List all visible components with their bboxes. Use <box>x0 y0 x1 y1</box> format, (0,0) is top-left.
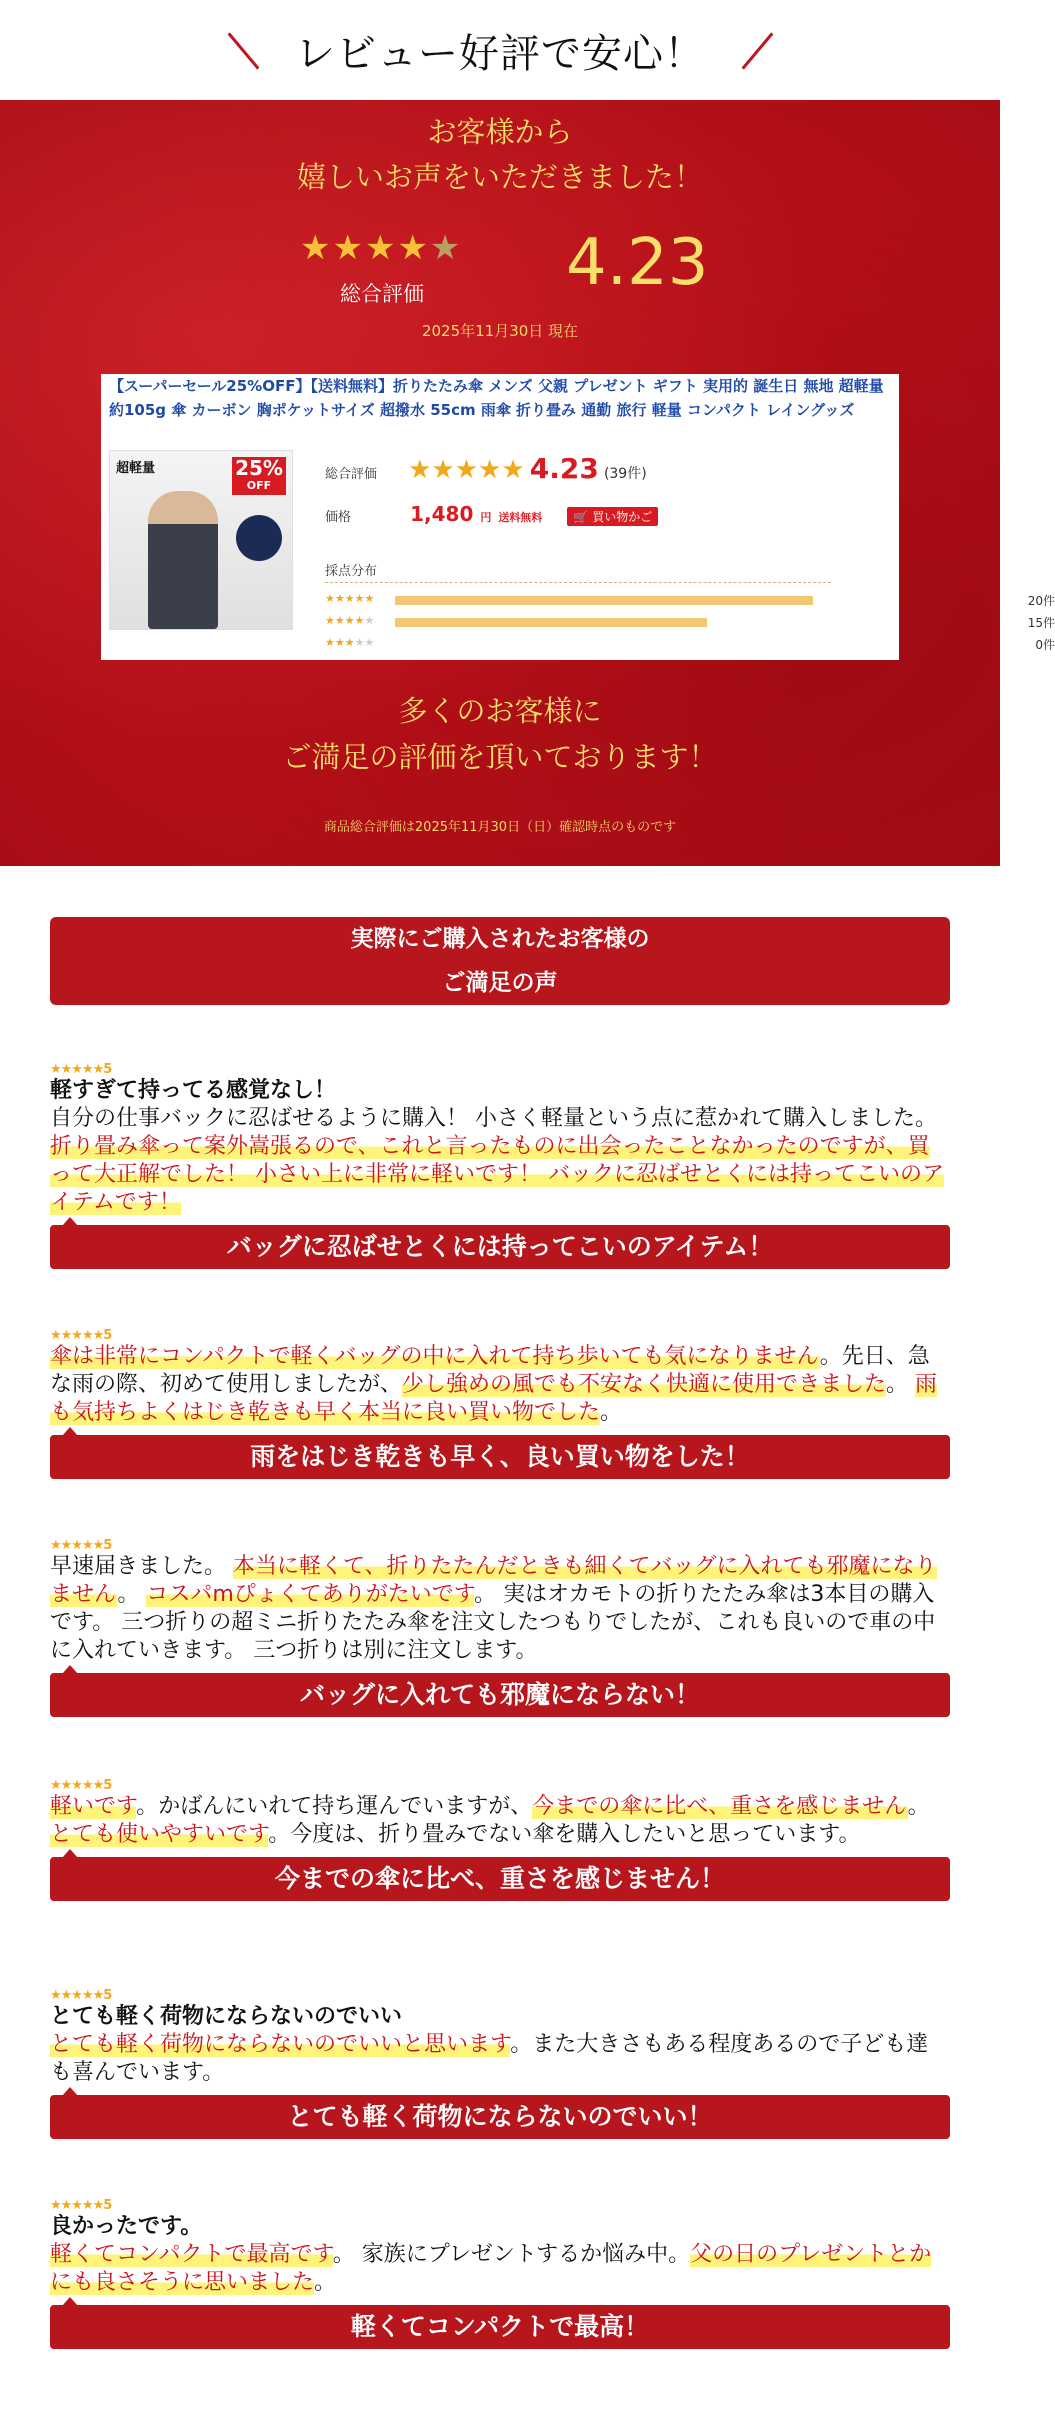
distribution-row-5 <box>325 592 1055 610</box>
review-body <box>50 1343 950 1427</box>
dist-stars-icon <box>325 636 374 649</box>
banner-outro-line1: 多くのお客様に <box>398 694 602 728</box>
cart-button[interactable] <box>567 507 658 526</box>
banner-outro <box>0 688 1000 780</box>
free-shipping: 送料無料 <box>498 511 543 524</box>
highlighted-text: 雨も気持ちよくはじき乾きも早く本当に良い買い物でした <box>50 1372 938 1425</box>
discount-sub: OFF <box>246 479 272 492</box>
discount-value: 25% <box>235 456 283 480</box>
review-item <box>50 1988 950 2139</box>
review-text: 。かばんにいれて持ち運んでいますが、 <box>136 1794 533 1819</box>
highlighted-text: とても軽く荷物にならないのでいいと思います <box>50 2032 511 2057</box>
review-stars-icon <box>50 1778 950 1793</box>
review-stars: ★★★★★ <box>50 1778 104 1793</box>
dist-stars-icon <box>325 614 374 627</box>
price-unit: 円 <box>480 511 492 524</box>
review-body <box>50 2031 950 2087</box>
rating-footnote: 商品総合評価は2025年11月30日（日）確認時点のものです <box>323 820 677 835</box>
review-banner <box>0 100 1055 866</box>
review-item <box>50 1778 950 1901</box>
slash-decoration-left <box>228 32 260 69</box>
model-person-icon <box>148 491 218 629</box>
review-text: 。 <box>886 1372 916 1397</box>
overall-rating <box>0 200 1000 328</box>
review-caption: バッグに忍ばせとくには持ってこいのアイテム！ <box>50 1225 950 1269</box>
rating-as-of-date: 2025年11月30日 現在 <box>421 322 579 340</box>
distribution-row-4 <box>325 614 1055 632</box>
umbrella-icon <box>236 515 282 561</box>
highlighted-text: コスパmぴょくてありがたいです <box>146 1582 474 1607</box>
highlighted-text: 今までの傘に比べ、重さを感じません <box>532 1794 908 1819</box>
customer-voice-heading <box>50 917 950 1005</box>
review-caption: バッグに入れても邪魔にならない！ <box>50 1673 950 1717</box>
review-item <box>50 2198 950 2349</box>
review-text: 。 <box>600 1400 623 1425</box>
discount-badge <box>232 457 286 495</box>
review-text: 。また大きさもある程度あるので子ども達も喜んでいます。 <box>50 2032 929 2085</box>
price-number: 1,480 <box>410 502 474 526</box>
dist-count: 0件 <box>1035 638 1055 652</box>
dist-bar <box>395 596 813 605</box>
review-score: 5 <box>103 1988 113 2003</box>
dist-stars-filled: ★★★ <box>325 636 355 649</box>
cart-icon: 🛒 <box>573 510 589 524</box>
dist-count: 20件 <box>1027 594 1055 608</box>
review-stars-icon <box>50 1062 950 1077</box>
page-header <box>0 0 1000 100</box>
overall-score: 4.23 <box>566 226 709 300</box>
review-item <box>50 1328 950 1479</box>
product-image <box>109 450 293 630</box>
product-title-line2: 約105g 傘 カーボン 胸ポケットサイズ 超撥水 55cm 雨傘 折り畳み 通勤 旅行 軽量 コンパクト レイングッズ <box>109 401 855 419</box>
review-text: 。 <box>907 1794 930 1819</box>
review-text: 。 <box>314 2270 337 2295</box>
price-value <box>410 502 542 526</box>
rating-stars-icon: ★★★★★ <box>408 455 525 485</box>
review-stars: ★★★★★ <box>50 2198 104 2213</box>
rating-label: 総合評価 <box>325 467 378 482</box>
dist-stars-empty: ★ <box>364 614 375 627</box>
review-score: 5 <box>103 1538 113 1553</box>
light-weight-tag: 超軽量 <box>116 461 156 476</box>
review-text: 自分の仕事バックに忍ばせるように購入！ 小さく軽量という点に惹かれて購入しました。 <box>50 1106 937 1131</box>
review-stars-icon <box>50 1328 950 1343</box>
star-rating-icon <box>300 228 462 268</box>
price-label: 価格 <box>325 510 352 525</box>
banner-outro-line2: ご満足の評価を頂いております！ <box>282 740 718 774</box>
slash-decoration-right <box>742 32 774 69</box>
full-stars: ★★★★ <box>300 228 430 268</box>
review-score: 5 <box>103 1778 113 1793</box>
distribution-row-3 <box>325 636 1055 654</box>
dist-bar <box>395 618 707 627</box>
review-text: 早速届きました。 <box>50 1554 233 1579</box>
highlighted-text: とても使いやすいです <box>50 1822 269 1847</box>
review-stars: ★★★★★ <box>50 1538 104 1553</box>
review-text: 。先日、急な雨の際、初めて使用しましたが、 <box>50 1344 930 1397</box>
review-body <box>50 1793 950 1849</box>
review-caption: 軽くてコンパクトで最高！ <box>50 2305 950 2349</box>
highlighted-text: 軽くてコンパクトで最高です <box>50 2242 333 2267</box>
review-stars-icon <box>50 2198 950 2213</box>
review-body <box>50 2241 950 2297</box>
product-review-screenshot <box>101 374 1055 660</box>
review-caption: とても軽く荷物にならないのでいい！ <box>50 2095 950 2139</box>
rating-score: 4.23 <box>529 452 599 485</box>
review-title: 良かったです。 <box>50 2214 203 2239</box>
review-stars: ★★★★★ <box>50 1062 104 1077</box>
review-stars: ★★★★★ <box>50 1988 104 2003</box>
rating-count: (39件) <box>603 466 647 482</box>
dist-count: 15件 <box>1027 616 1055 630</box>
dist-stars-filled: ★★★★ <box>325 614 365 627</box>
review-body <box>50 1553 950 1665</box>
review-caption: 雨をはじき乾きも早く、良い買い物をした！ <box>50 1435 950 1479</box>
highlighted-text: 父の日のプレゼントとかにも良さそうに思いました <box>50 2242 932 2295</box>
voice-heading-line2: ご満足の声 <box>442 970 558 996</box>
review-text: 。 実はオカモトの折りたたみ傘は3本目の購入です。 三つ折りの超ミニ折りたたみ傘を注文したつもりでしたが、これも良いので車の中に入れていきます。 三つ折りは別に注文します。 <box>50 1582 936 1663</box>
highlighted-text: 少し強めの風でも不安なく快適に使用できました <box>402 1372 887 1397</box>
banner-intro <box>0 100 1000 200</box>
review-item <box>50 1062 950 1269</box>
review-stars-icon <box>50 1538 950 1553</box>
distribution-divider <box>325 582 831 583</box>
review-score: 5 <box>103 1328 113 1343</box>
review-text: 。 <box>117 1582 147 1607</box>
cart-button-label: 買い物かご <box>592 510 653 524</box>
half-star-icon: ★ <box>429 228 463 268</box>
review-title: 軽すぎて持ってる感覚なし！ <box>50 1078 337 1103</box>
banner-intro-line2: 嬉しいお声をいただきました！ <box>296 160 703 194</box>
highlighted-text: 軽いです <box>50 1794 137 1819</box>
dist-stars-filled: ★★★★★ <box>325 592 375 605</box>
highlighted-text: 本当に軽くて、折りたたんだときも細くてバッグに入れても邪魔になりません <box>50 1554 937 1607</box>
banner-intro-line1: お客様から <box>427 115 573 149</box>
review-text: 。 家族にプレゼントするか悩み中。 <box>332 2242 691 2267</box>
dist-stars-icon <box>325 592 374 605</box>
total-rating-label: 総合評価 <box>340 282 424 306</box>
review-title: とても軽く荷物にならないのでいい <box>50 2004 403 2029</box>
product-title-line1: 【スーパーセール25%OFF】【送料無料】折りたたみ傘 メンズ 父親 プレゼント ギフト 実用的 誕生日 無地 超軽量 <box>109 377 884 395</box>
review-body <box>50 1105 950 1217</box>
dist-stars-empty: ★★ <box>354 636 375 649</box>
review-score: 5 <box>103 1062 113 1077</box>
review-item <box>50 1538 950 1717</box>
price-row <box>325 502 658 526</box>
page-title: レビュー好評で安心！ <box>295 30 705 77</box>
highlighted-text: 傘は非常にコンパクトで軽くバッグの中に入れて持ち歩いても気になりません <box>50 1344 820 1369</box>
highlighted-text: 折り畳み傘って案外嵩張るので、これと言ったものに出会ったことなかったのですが、買って大正解でした！ 小さい上に非常に軽いです！ バックに忍ばせとくには持ってこいのアイテムです！ <box>50 1134 944 1215</box>
voice-heading-line1: 実際にご購入されたお客様の <box>350 926 650 952</box>
distribution-title: 採点分布 <box>325 564 378 579</box>
review-text: 。今度は、折り畳みでない傘を購入したいと思っています。 <box>268 1822 861 1847</box>
review-stars: ★★★★★ <box>50 1328 104 1343</box>
review-score: 5 <box>103 2198 113 2213</box>
review-caption: 今までの傘に比べ、重さを感じません！ <box>50 1857 950 1901</box>
review-stars-icon <box>50 1988 950 2003</box>
rating-row <box>325 452 647 485</box>
